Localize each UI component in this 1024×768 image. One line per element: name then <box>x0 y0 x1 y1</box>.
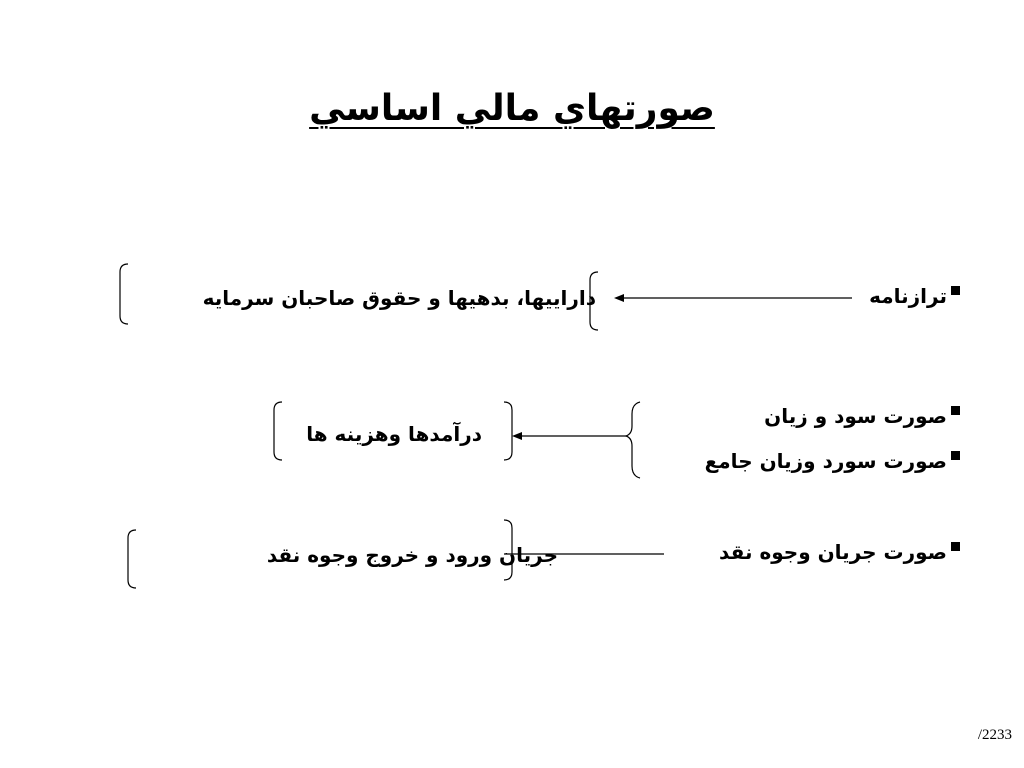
curly-brace-income <box>626 402 640 478</box>
description-balance-sheet: داراييها، بدهيها و حقوق صاحبان سرمايه <box>202 286 596 310</box>
right-bracket-income <box>504 402 512 460</box>
page-number: /2233 <box>977 727 1012 743</box>
description-income: درآمدها وهزينه ها <box>306 422 482 446</box>
item-label: صورت سود و زيان <box>764 404 947 428</box>
right-bracket-cash-flow <box>504 520 512 580</box>
item-label: صورت سورد وزيان جامع <box>704 449 947 473</box>
left-bracket-cash-flow <box>128 530 136 588</box>
description-cash-flow: جريان ورود و خروج وجوه نقد <box>266 543 558 567</box>
arrowhead-income <box>512 432 522 440</box>
left-bracket-balance-sheet <box>590 272 598 330</box>
outer-bracket-balance-sheet <box>120 264 128 324</box>
arrowhead-balance-sheet <box>614 294 624 302</box>
item-label: ترازنامه <box>869 284 947 308</box>
slide-title-text: صورتهاي مالي اساسي <box>309 88 715 129</box>
left-bracket-income <box>274 402 282 460</box>
item-label: صورت جريان وجوه نقد <box>719 540 947 564</box>
